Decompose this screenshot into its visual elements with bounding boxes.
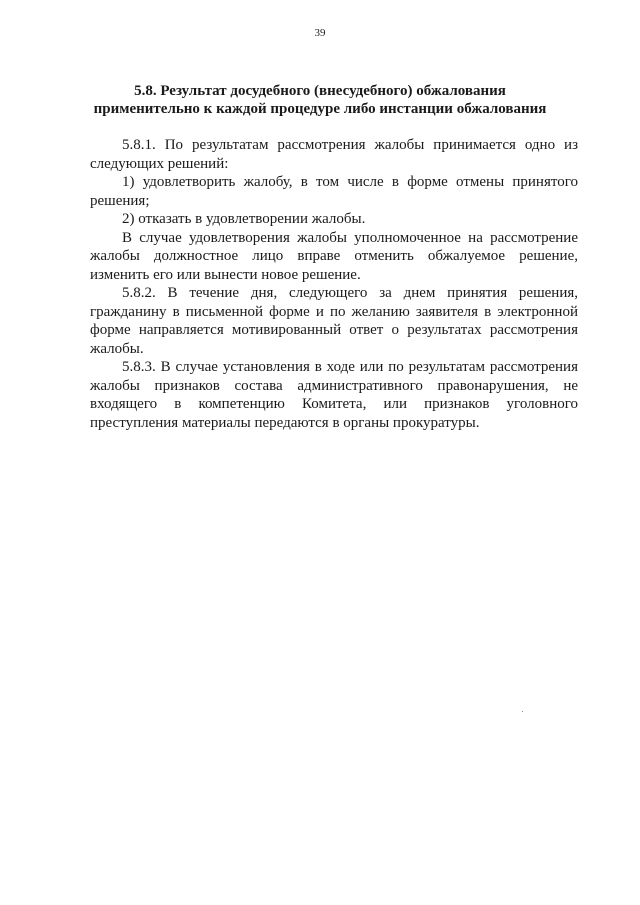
paragraph-5-8-2: 5.8.2. В течение дня, следующего за днем принятия решения, гражданину в письменной форме и по желанию заявителя в электронной форме направляется мотивированный ответ о результатах рассмотрения жалобы. (90, 285, 578, 357)
page-number: 39 (314, 27, 326, 39)
list-item-1: 1) удовлетворить жалобу, в том числе в форме отмены принятого решения; (90, 174, 578, 209)
list-item-2: 2) отказать в удовлетворении жалобы. (122, 211, 366, 227)
scan-speck (522, 711, 523, 712)
section-body (90, 136, 578, 432)
paragraph-satisfaction-case: В случае удовлетворения жалобы уполномоченное на рассмотрение жалобы должностное лицо вправе отменить обжалуемое решение, изменить его или вынести новое решение. (90, 229, 578, 283)
section-heading: 5.8. Результат досудебного (внесудебного) обжалования применительно к каждой процедуре либо инстанции обжалования (93, 83, 547, 117)
paragraph-5-8-1: 5.8.1. По результатам рассмотрения жалобы принимается одно из следующих решений: (90, 137, 578, 172)
paragraph-5-8-3: 5.8.3. В случае установления в ходе или по результатам рассмотрения жалобы признаков состава административного правонарушения, не входящего в компетенцию Комитета, или признаков уголовного преступления материалы передаются в органы прокуратуры. (90, 359, 578, 431)
